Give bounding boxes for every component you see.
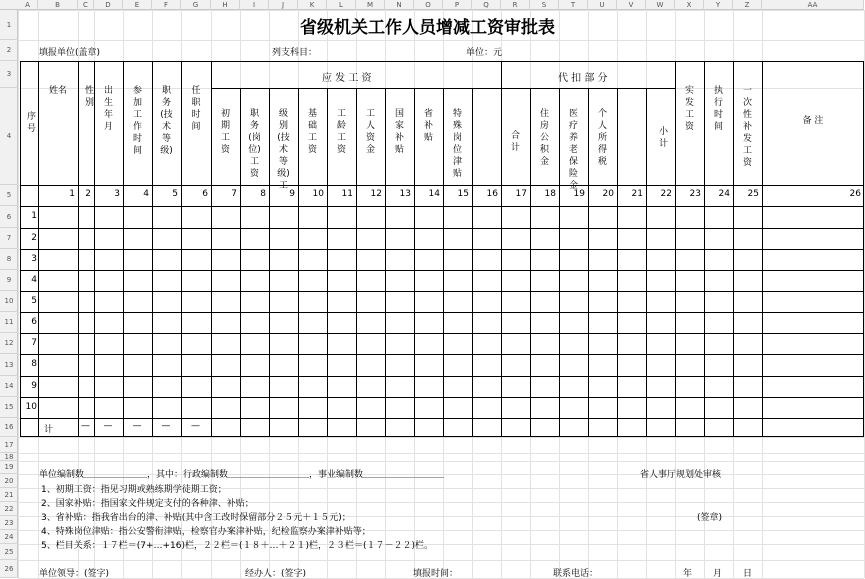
row-header-18[interactable]: 18: [0, 453, 18, 461]
row-header-4[interactable]: 4: [0, 88, 18, 185]
row-header-15[interactable]: 15: [0, 397, 18, 418]
column-header-c[interactable]: C: [78, 0, 94, 10]
row-header-23[interactable]: 23: [0, 516, 18, 530]
header-housing-fund: 住房公积金: [539, 109, 549, 167]
day-label: 日: [743, 569, 753, 579]
header-medical: 医疗养老保险金: [568, 109, 578, 191]
row-sequence: 5: [31, 296, 37, 306]
row-sequence: 1: [31, 211, 37, 221]
row-header-13[interactable]: 13: [0, 354, 18, 376]
stamp-label: (签章): [697, 513, 723, 523]
column-header-k[interactable]: K: [298, 0, 327, 10]
month-label: 月: [713, 569, 723, 579]
column-header-aa[interactable]: AA: [762, 0, 864, 10]
note-1: 1、初期工资：指见习期或熟练期学徒期工资；: [41, 485, 227, 495]
row-header-22[interactable]: 22: [0, 502, 18, 516]
table-vline: [617, 88, 618, 437]
form-title: 省级机关工作人员增减工资审批表: [300, 18, 555, 38]
column-header-l[interactable]: L: [327, 0, 356, 10]
row-header-8[interactable]: 8: [0, 249, 18, 270]
table-hline: [20, 333, 864, 334]
column-header-p[interactable]: P: [443, 0, 472, 10]
column-number: 17: [515, 189, 527, 199]
header-special-subsidy: 特殊岗位津贴: [452, 109, 462, 179]
table-hline: [20, 270, 864, 271]
column-number: 12: [370, 189, 382, 199]
row-header-1[interactable]: 1: [0, 10, 18, 40]
row-sequence: 10: [25, 402, 37, 412]
column-header-h[interactable]: H: [211, 0, 240, 10]
column-number: 25: [747, 189, 759, 199]
note-3: 3、省补贴：指我省出台的津、补贴(其中含工改时保留部分２５元＋１５元)；: [41, 513, 351, 523]
column-header-b[interactable]: B: [38, 0, 78, 10]
row-header-19[interactable]: 19: [0, 461, 18, 474]
table-hline: [20, 206, 864, 207]
table-hline: [20, 228, 864, 229]
table-hline: [20, 291, 864, 292]
column-number: 8: [260, 189, 266, 199]
header-prov-subsidy: 省补贴: [423, 109, 433, 143]
column-header-q[interactable]: Q: [472, 0, 501, 10]
header-exec-time: 执行时间: [713, 86, 723, 132]
group-daikou: 代 扣 部 分: [558, 73, 608, 84]
header-birth: 出生年月: [103, 86, 113, 132]
currency-label: 单位：元: [466, 48, 503, 58]
note-2: 2、国家补贴：指国家文件规定支付的各种津、补贴；: [41, 499, 254, 509]
total-dash: —: [81, 421, 90, 431]
column-header-e[interactable]: E: [123, 0, 152, 10]
row-header-16[interactable]: 16: [0, 418, 18, 437]
table-hline: [20, 312, 864, 313]
column-number: 23: [689, 189, 701, 199]
column-header-y[interactable]: Y: [704, 0, 733, 10]
column-number: 6: [202, 189, 208, 199]
row-sequence: 8: [31, 359, 37, 369]
column-number: 18: [544, 189, 556, 199]
column-number: 11: [341, 189, 353, 199]
column-number: 4: [143, 189, 149, 199]
group-underline: [211, 88, 675, 89]
row-header-24[interactable]: 24: [0, 530, 18, 544]
column-number: 14: [428, 189, 440, 199]
header-remark: 备 注: [802, 116, 824, 126]
row-sequence: 7: [31, 338, 37, 348]
column-header-u[interactable]: U: [588, 0, 617, 10]
column-number: 2: [85, 189, 91, 199]
group-yingfa: 应 发 工 资: [322, 73, 372, 84]
row-header-10[interactable]: 10: [0, 291, 18, 312]
column-header-s[interactable]: S: [530, 0, 559, 10]
column-header-t[interactable]: T: [559, 0, 588, 10]
row-header-3[interactable]: 3: [0, 61, 18, 88]
header-one-time: 一次性补发工资: [742, 86, 752, 168]
header-name: 姓名: [48, 86, 67, 96]
table-vline: [472, 88, 473, 437]
header-position-time: 任职时间: [191, 86, 201, 132]
table-hline: [20, 418, 864, 419]
row-header-21[interactable]: 21: [0, 488, 18, 502]
header-base-wage: 初期工资: [220, 109, 230, 155]
column-header-r[interactable]: R: [501, 0, 530, 10]
column-number: 1: [69, 189, 75, 199]
header-state-subsidy: 国家补贴: [394, 109, 404, 155]
column-header-f[interactable]: F: [152, 0, 181, 10]
header-sex: 性别: [85, 86, 95, 108]
column-number: 9: [289, 189, 295, 199]
row-header-20[interactable]: 20: [0, 474, 18, 488]
row-header-17[interactable]: 17: [0, 437, 18, 453]
column-header-d[interactable]: D: [94, 0, 123, 10]
total-dash: —: [103, 421, 113, 431]
column-header-m[interactable]: M: [356, 0, 385, 10]
column-header-x[interactable]: X: [675, 0, 704, 10]
column-number: 3: [114, 189, 120, 199]
column-number: 13: [399, 189, 411, 199]
total-dash: —: [191, 421, 200, 431]
column-number: 10: [312, 189, 324, 199]
review-label: 省人事厅规划处审核: [640, 470, 722, 480]
column-header-o[interactable]: O: [414, 0, 443, 10]
row-header-9[interactable]: 9: [0, 270, 18, 291]
column-number: 16: [486, 189, 498, 199]
column-header-v[interactable]: V: [617, 0, 646, 10]
column-number: 21: [631, 189, 643, 199]
row-header-2[interactable]: 2: [0, 40, 18, 61]
staffing-line: 单位编制数＿＿＿＿＿＿＿，其中：行政编制数＿＿＿＿＿＿＿＿＿，事业编制数＿＿＿＿＿＿＿＿＿: [39, 470, 445, 480]
phone-label: 联系电话：: [553, 569, 599, 579]
table-hline: [20, 249, 864, 250]
note-5: 5、栏目关系：１７栏＝(7+…+16)栏，２２栏＝(１８＋…＋２１)栏，２３栏＝(１７－２２)栏。: [41, 541, 434, 551]
header-income-tax: 个人所得税: [597, 109, 607, 167]
header-grade-wage: 级别(技术等级)工: [277, 109, 290, 191]
table-hline: [20, 397, 864, 398]
total-dash: —: [161, 421, 171, 431]
note-4: 4、特殊岗位津贴：指公安警衔津贴，检察官办案津补贴，纪检监察办案津补贴等；: [41, 527, 371, 537]
column-header-a[interactable]: A: [18, 0, 38, 10]
column-number: 19: [573, 189, 585, 199]
row-sequence: 2: [31, 233, 37, 243]
column-number: 26: [849, 189, 861, 199]
header-seq: 序号: [27, 112, 37, 134]
row-header-25[interactable]: 25: [0, 544, 18, 560]
row-sequence: 9: [31, 381, 37, 391]
column-header-j[interactable]: J: [269, 0, 298, 10]
row-header-5[interactable]: 5: [0, 185, 18, 206]
column-header-w[interactable]: W: [646, 0, 675, 10]
header-deduct-subtotal: 小计: [658, 127, 668, 149]
row-header-26[interactable]: 26: [0, 560, 18, 578]
header-actual-wage: 实发工资: [684, 86, 694, 132]
row-header-14[interactable]: 14: [0, 376, 18, 397]
column-number: 7: [231, 189, 237, 199]
column-number: 5: [172, 189, 178, 199]
header-position: 职务(技术等级): [160, 86, 173, 156]
header-bonus: 工人资金: [365, 109, 375, 155]
column-header-z[interactable]: Z: [733, 0, 762, 10]
leader-signature: 单位领导：(签字): [39, 569, 110, 579]
row-header-7[interactable]: 7: [0, 228, 18, 249]
row-header-6[interactable]: 6: [0, 206, 18, 228]
header-basic-wage: 基础工资: [307, 109, 317, 155]
column-header-g[interactable]: G: [181, 0, 211, 10]
column-number: 22: [660, 189, 672, 199]
account-label: 列支科目：: [272, 48, 318, 58]
row-sequence: 3: [31, 254, 37, 264]
column-header-i[interactable]: I: [240, 0, 269, 10]
column-number: 24: [718, 189, 730, 199]
year-label: 年: [683, 569, 693, 579]
row-sequence: 6: [31, 317, 37, 327]
total-label: 计: [44, 425, 54, 435]
row-header-12[interactable]: 12: [0, 333, 18, 354]
fill-date-label: 填报时间：: [413, 569, 459, 579]
header-work-start: 参加工作时间: [132, 86, 142, 156]
header-subtotal: 合计: [510, 131, 520, 153]
handler-signature: 经办人：(签字): [245, 569, 307, 579]
unit-label: 填报单位(盖章): [39, 48, 101, 58]
row-sequence: 4: [31, 275, 37, 285]
total-dash: —: [132, 421, 142, 431]
column-header-n[interactable]: N: [385, 0, 414, 10]
table-hline: [20, 185, 864, 186]
column-number: 15: [457, 189, 469, 199]
table-hline: [20, 376, 864, 377]
header-seniority-wage: 工龄工资: [336, 109, 346, 155]
header-post-wage: 职务(岗位)工资: [248, 109, 261, 179]
table-hline: [20, 354, 864, 355]
row-header-11[interactable]: 11: [0, 312, 18, 333]
column-number: 20: [602, 189, 614, 199]
